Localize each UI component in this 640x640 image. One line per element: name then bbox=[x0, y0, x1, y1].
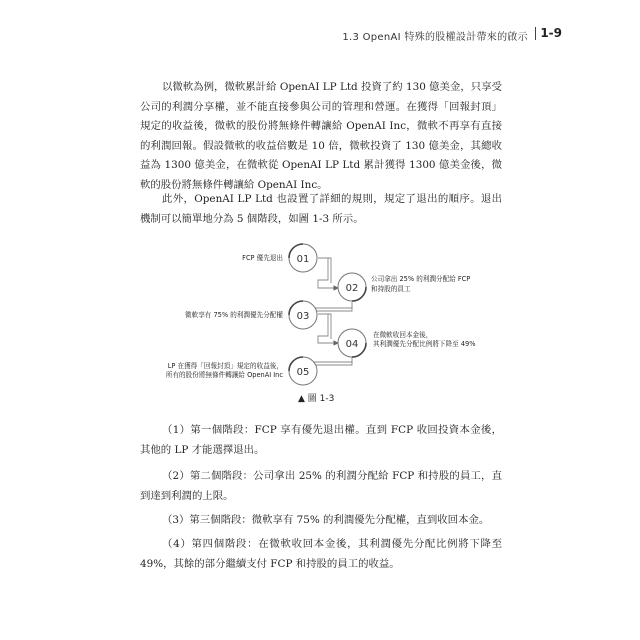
step-number-02: 02 bbox=[345, 283, 359, 294]
step-label-05-line1: LP 在獲得「回報封頂」規定的收益後， bbox=[167, 362, 283, 370]
stage-1-text: （1）第一個階段：FCP 享有優先退出權。直到 FCP 收回投資本金後，其他的 LP 才能選擇退出。 bbox=[140, 424, 502, 456]
step-circle-01 bbox=[289, 244, 317, 272]
step-label-05-line2: 所有的股份將無條件轉讓給 OpenAI Inc bbox=[165, 371, 283, 379]
step-label-02-line1: 公司拿出 25% 的利潤分配給 FCP bbox=[371, 275, 471, 283]
step-label-01: FCP 優先退出 bbox=[242, 254, 283, 262]
step-number-03: 03 bbox=[296, 311, 310, 322]
step-circle-05 bbox=[289, 357, 317, 385]
stage-3-text: （3）第三個階段：微軟享有 75% 的利潤優先分配權，直到收回本金。 bbox=[162, 514, 490, 526]
step-number-04: 04 bbox=[345, 339, 359, 350]
page-number: 1-9 bbox=[540, 26, 562, 40]
step-label-04-line2: 其利潤優先分配比例將下降至 49% bbox=[373, 340, 476, 348]
stage-4-text: （4）第四個階段：在微軟收回本金後，其利潤優先分配比例將下降至 49%，其餘的部分繼續支付 FCP 和持股的員工的收益。 bbox=[140, 538, 502, 570]
step-circle-03 bbox=[289, 301, 317, 329]
step-circle-04 bbox=[338, 329, 366, 357]
paragraph-microsoft-example: 以微軟為例，微軟累計給 OpenAI LP Ltd 投資了約 130 億美金，只享受公司的利潤分享權，並不能直接參與公司的管理和營運。在獲得「回報封頂」規定的收益後，微軟的股份將無條件轉讓給 OpenAI Inc，微軟不再享有直接的利潤回報。假設微軟的收益倍數是 10 倍，微軟投資了 130 億美金，其總收益為 1300 億美金，在微軟從 OpenAI LP Ltd 累計獲得 1300 億美金後，微軟的股份將無條件轉讓給 OpenAI Inc。 bbox=[140, 81, 502, 191]
stage-2-text: （2）第二個階段：公司拿出 25% 的利潤分配給 FCP 和持股的員工，直到達到利潤的上限。 bbox=[140, 470, 502, 502]
step-label-04-line1: 在微軟收回本金後， bbox=[373, 331, 433, 339]
step-number-05: 05 bbox=[296, 367, 310, 378]
running-header: 1.3 OpenAI 特殊的股權設計帶來的啟示 bbox=[342, 32, 528, 43]
step-label-02-line2: 和持股的員工 bbox=[371, 285, 411, 293]
figure-caption: ▲ 圖 1-3 bbox=[298, 394, 335, 404]
step-circle-02 bbox=[338, 273, 366, 301]
step-number-01: 01 bbox=[296, 254, 310, 265]
step-label-03: 微軟享有 75% 的利潤優先分配權 bbox=[185, 311, 283, 319]
paragraph-exit-mechanism: 此外，OpenAI LP Ltd 也設置了詳細的規則，規定了退出的順序。退出機制可以簡單地分為 5 個階段，如圖 1-3 所示。 bbox=[140, 193, 502, 225]
